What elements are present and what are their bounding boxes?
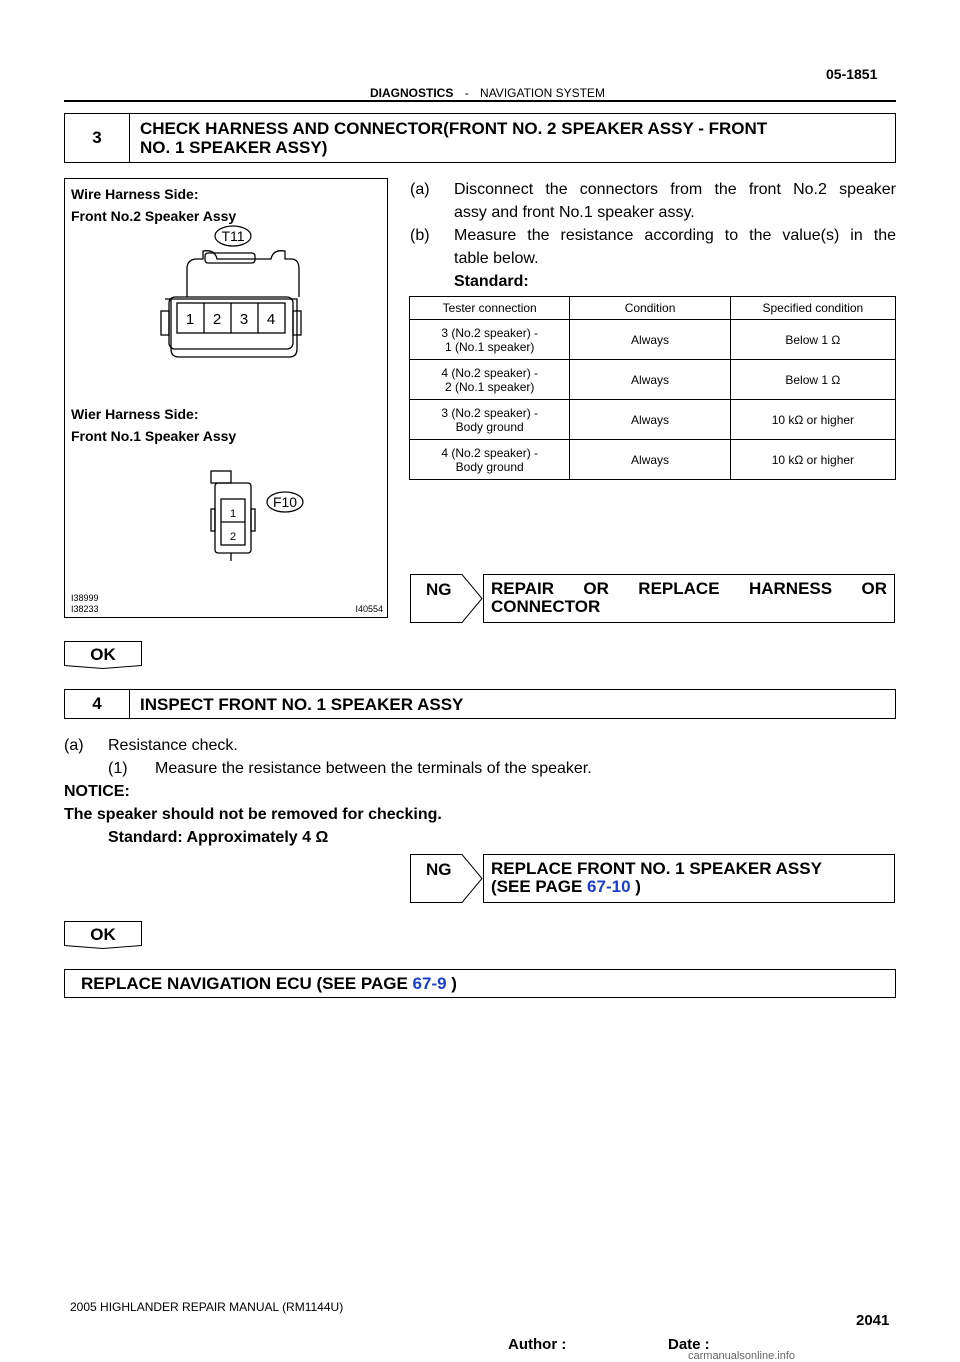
cell-line: 4 (No.2 speaker) - (441, 365, 539, 380)
author-label: Author : (508, 1336, 567, 1353)
f10-label: F10 (272, 494, 298, 510)
instruction-a-label: (a) (410, 181, 430, 198)
cell-line: Body ground (455, 419, 524, 434)
result1-line2: CONNECTOR (491, 597, 601, 616)
notice-label: NOTICE: (64, 783, 130, 800)
final-action-box (64, 969, 896, 998)
cell-line: 2 (No.1 speaker) (445, 379, 535, 394)
table-cell (410, 360, 570, 400)
t11-pin-3: 3 (239, 311, 249, 328)
step4-sub-text: Measure the resistance between the terminals of the speaker. (155, 760, 592, 777)
standard-label: Standard: (454, 273, 529, 290)
cell-line: 1 (No.1 speaker) (445, 339, 535, 354)
instruction-b-line1: Measure the resistance according to the value(s) in the (454, 227, 896, 244)
section-header (370, 86, 605, 100)
ng-label-2: NG (426, 860, 452, 879)
step3-title-line2: NO. 1 SPEAKER ASSY) (140, 138, 328, 157)
instruction-a-line1: Disconnect the connectors from the front No.2 speaker (454, 181, 896, 198)
watermark: carmanualsonline.info (688, 1350, 796, 1362)
standard-value: Standard: Approximately 4 Ω (108, 829, 329, 846)
table-cell: Always (570, 440, 730, 480)
table-row (410, 400, 896, 440)
table-header-row (410, 297, 896, 320)
figure-label-2-line1: Wier Harness Side: (71, 406, 199, 422)
connector-figure (64, 178, 388, 618)
t11-connector-body (161, 251, 301, 357)
step3-title-line1: CHECK HARNESS AND CONNECTOR(FRONT NO. 2 SPEAKER ASSY - FRONT (140, 119, 768, 138)
table-cell: Always (570, 360, 730, 400)
figure-label-2-line2: Front No.1 Speaker Assy (71, 428, 237, 444)
date-label: Date : (668, 1336, 710, 1353)
instruction-b-line2: table below. (454, 250, 539, 267)
step4-header (64, 689, 896, 719)
page-link-67-9[interactable]: 67-9 (412, 974, 447, 993)
figure-label-2 (71, 403, 236, 447)
result2-text (491, 860, 822, 896)
spec-table (409, 296, 896, 480)
table-cell (410, 440, 570, 480)
ok-label-2: OK (90, 925, 116, 944)
t11-pin-2: 2 (212, 311, 222, 328)
step3-title (130, 114, 777, 162)
result2-line2-pre: (SEE PAGE (491, 877, 588, 896)
table-row (410, 360, 896, 400)
cell-line: Body ground (455, 459, 524, 474)
instruction-b-label: (b) (410, 227, 430, 244)
instruction-a-line2: assy and front No.1 speaker assy. (454, 204, 695, 221)
f10-pin-2: 2 (229, 531, 237, 543)
table-cell: Below 1 Ω (730, 320, 895, 360)
figure-code-a: I38999 (71, 593, 99, 603)
page-number: 05-1851 (826, 66, 878, 82)
result2-line2 (491, 878, 822, 896)
step4-title: INSPECT FRONT NO. 1 SPEAKER ASSY (140, 694, 464, 714)
ng-label-1: NG (426, 580, 452, 599)
table-header: Tester connection (410, 297, 570, 320)
result2-line2-post: ) (630, 877, 641, 896)
header-rule (64, 100, 896, 102)
figure-code-b: I38233 (71, 604, 99, 614)
result1-line1: REPAIR OR REPLACE HARNESS OR (491, 579, 887, 598)
table-cell: 10 kΩ or higher (730, 440, 895, 480)
step4-a-label: (a) (64, 737, 84, 754)
table-header: Specified condition (730, 297, 895, 320)
ok-label-1: OK (90, 645, 116, 664)
step4-number: 4 (65, 690, 130, 718)
step4-sub-label: (1) (108, 760, 128, 777)
step3-header (64, 113, 896, 163)
connector-drawing (65, 179, 387, 617)
figure-label-1-line2: Front No.2 Speaker Assy (71, 208, 237, 224)
f10-pin-1: 1 (229, 508, 237, 520)
result2-line1: REPLACE FRONT NO. 1 SPEAKER ASSY (491, 859, 822, 878)
table-row (410, 320, 896, 360)
table-header: Condition (570, 297, 730, 320)
final-text-post: ) (446, 974, 457, 993)
page-link-67-10[interactable]: 67-10 (587, 877, 631, 896)
table-cell (410, 320, 570, 360)
step4-a-text: Resistance check. (108, 737, 238, 754)
instruction-b (410, 224, 896, 293)
cell-line: 4 (No.2 speaker) - (441, 445, 539, 460)
step4-body (64, 734, 896, 849)
section-title: DIAGNOSTICS (370, 86, 454, 100)
cell-line: 3 (No.2 speaker) - (441, 405, 539, 420)
manual-footer: 2005 HIGHLANDER REPAIR MANUAL (RM1144U) (70, 1300, 344, 1314)
footer-page-number: 2041 (856, 1312, 890, 1329)
final-text-pre: REPLACE NAVIGATION ECU (SEE PAGE (81, 974, 413, 993)
cell-line: 3 (No.2 speaker) - (441, 325, 539, 340)
t11-label: T11 (221, 228, 245, 244)
table-cell: Below 1 Ω (730, 360, 895, 400)
step3-number: 3 (65, 114, 130, 162)
instructions (410, 178, 896, 293)
figure-codes-left (71, 593, 99, 615)
figure-code-c: I40554 (355, 604, 383, 614)
table-cell: 10 kΩ or higher (730, 400, 895, 440)
table-cell: Always (570, 320, 730, 360)
t11-pin-1: 1 (185, 311, 195, 328)
table-cell (410, 400, 570, 440)
figure-label-1-line1: Wire Harness Side: (71, 186, 199, 202)
step4-a (64, 734, 896, 757)
t11-pin-4: 4 (266, 311, 276, 328)
table-row (410, 440, 896, 480)
result1-text (491, 580, 887, 616)
section-separator: - (464, 86, 469, 100)
table-cell: Always (570, 400, 730, 440)
step4-sub (64, 757, 896, 780)
notice-text: The speaker should not be removed for checking. (64, 806, 442, 823)
subsection-title: NAVIGATION SYSTEM (480, 86, 605, 100)
instruction-a (410, 178, 896, 224)
